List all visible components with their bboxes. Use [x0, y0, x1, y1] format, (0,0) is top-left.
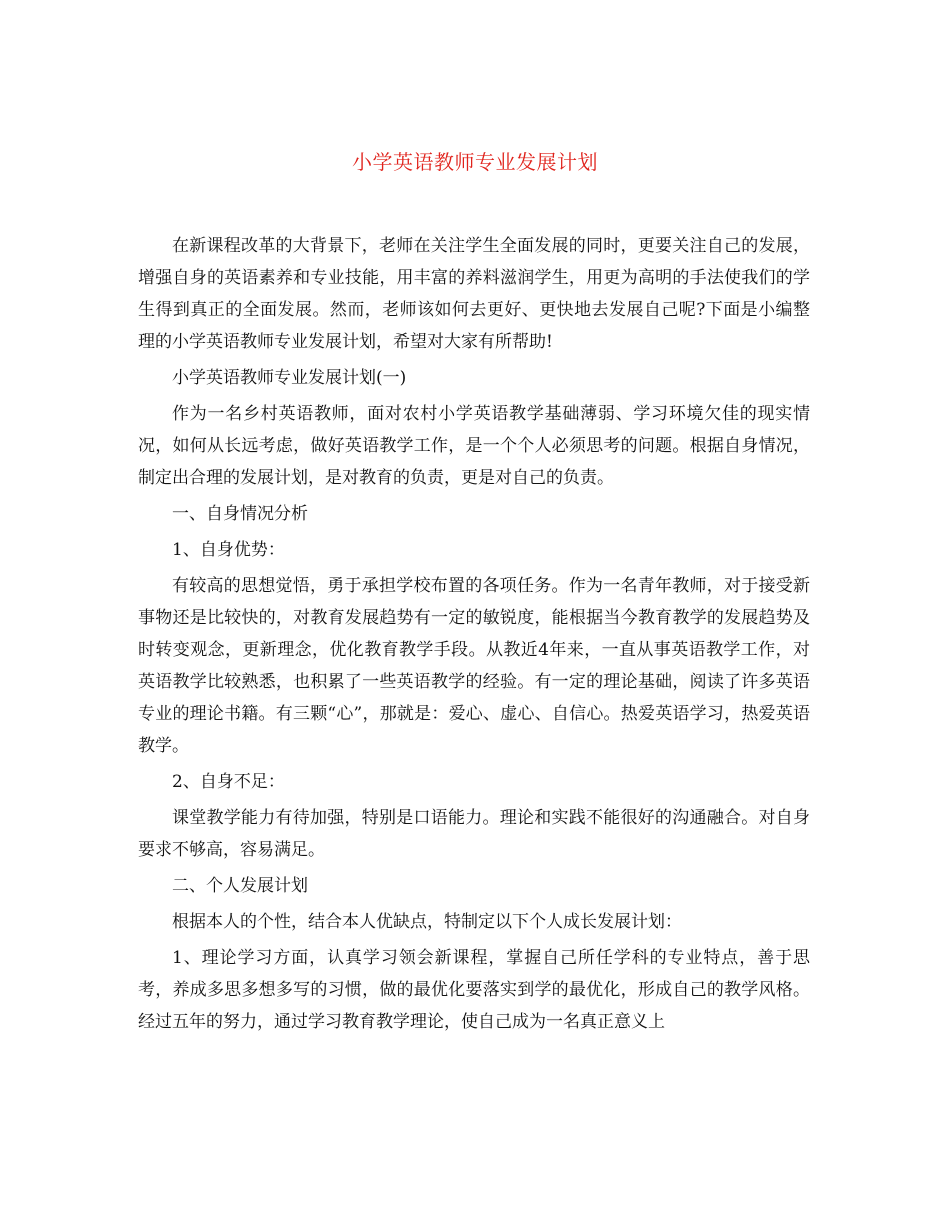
paragraph-plan-heading: 小学英语教师专业发展计划(一) [172, 368, 407, 388]
paragraph-weaknesses: 课堂教学能力有待加强，特别是口语能力。理论和实践不能很好的沟通融合。对自身要求不够高，容易满足。 [138, 808, 810, 860]
section-heading-self-analysis: 一、自身情况分析 [172, 504, 308, 524]
paragraph-plan-intro: 根据本人的个性，结合本人优缺点，特制定以下个人成长发展计划： [172, 912, 682, 932]
paragraph-intro: 在新课程改革的大背景下，老师在关注学生全面发展的同时，更要关注自己的发展，增强自身的英语素养和专业技能，用丰富的养料滋润学生，用更为高明的手法使我们的学生得到真正的全面发展。然而，老师该如何去更好、更快地去发展自己呢?下面是小编整理的小学英语教师专业发展计划，希望对大家有所帮助! [138, 236, 810, 352]
paragraph-background: 作为一名乡村英语教师，面对农村小学英语教学基础薄弱、学习环境欠佳的现实情况，如何从长远考虑，做好英语教学工作，是一个个人必须思考的问题。根据自身情况，制定出合理的发展计划，是对教育的负责，更是对自己的负责。 [138, 404, 810, 488]
document-body [138, 230, 810, 1042]
section-heading-development-plan: 二、个人发展计划 [172, 876, 308, 896]
subheading-strengths: 1、自身优势： [172, 540, 285, 560]
document-title: 小学英语教师专业发展计划 [352, 150, 598, 174]
paragraph-strengths: 有较高的思想觉悟，勇于承担学校布置的各项任务。作为一名青年教师，对于接受新事物还是比较快的，对教育发展趋势有一定的敏锐度，能根据当今教育教学的发展趋势及时转变观念，更新理念，优化教育教学手段。从教近4年来，一直从事英语教学工作，对英语教学比较熟悉，也积累了一些英语教学的经验。有一定的理论基础，阅读了许多英语专业的理论书籍。有三颗“心”，那就是：爱心、虚心、自信心。热爱英语学习，热爱英语教学。 [138, 576, 810, 756]
subheading-weaknesses: 2、自身不足： [172, 772, 285, 792]
paragraph-theory-study: 1、理论学习方面，认真学习领会新课程，掌握自己所任学科的专业特点，善于思考，养成多思多想多写的习惯，做的最优化要落实到学的最优化，形成自己的教学风格。经过五年的努力，通过学习教育教学理论，使自己成为一名真正意义上 [138, 948, 810, 1032]
